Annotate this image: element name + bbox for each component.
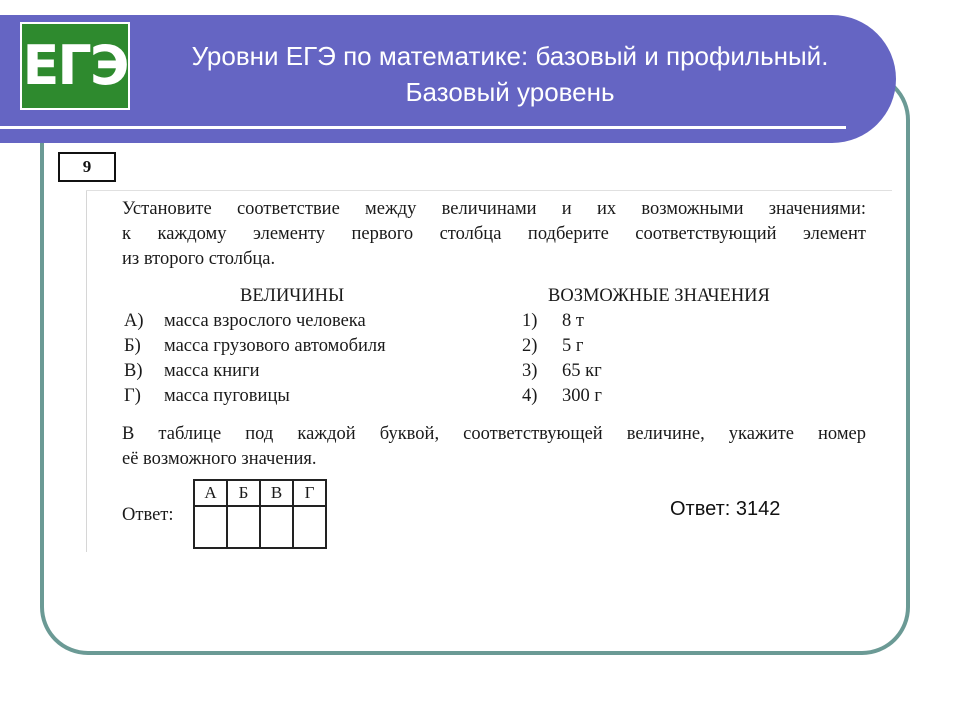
grid-answer-cell [260, 506, 293, 548]
logo-text: ЕГЭ [22, 34, 128, 97]
task-number: 9 [82, 157, 92, 176]
task-instruction [122, 422, 866, 472]
quantity-row [124, 334, 386, 359]
intro-line-2: к каждому элементу первого столбца подберите соответствующий элемент [122, 224, 866, 244]
header-divider [0, 126, 846, 129]
value-label: 2) [522, 336, 538, 356]
task-top-rule [86, 190, 892, 191]
quantity-text: масса грузового автомобиля [164, 336, 386, 356]
slide-title [145, 38, 875, 110]
task-number-box [58, 152, 116, 182]
answer-label: Ответ: [122, 505, 174, 525]
quantity-label: А) [124, 311, 144, 331]
value-text: 8 т [562, 311, 584, 331]
quantity-label: В) [124, 361, 143, 381]
grid-answer-cell [194, 506, 227, 548]
quantity-row [124, 359, 260, 384]
value-row [522, 359, 602, 384]
col-left-header: ВЕЛИЧИНЫ [240, 286, 345, 306]
value-text: 5 г [562, 336, 584, 356]
value-row [522, 309, 584, 334]
quantity-text: масса пуговицы [164, 386, 290, 406]
col-right-header: ВОЗМОЖНЫЕ ЗНАЧЕНИЯ [548, 286, 770, 306]
grid-answer-cell [227, 506, 260, 548]
task-left-rule [86, 190, 87, 552]
answer-grid [193, 479, 327, 549]
task-intro [122, 197, 866, 272]
intro-line-1: Установите соответствие между величинами и их возможными значениями: [122, 199, 866, 219]
value-text: 300 г [562, 386, 602, 406]
quantity-label: Г) [124, 386, 141, 406]
value-row [522, 334, 583, 359]
grid-header-cell: В [260, 480, 293, 506]
instruction-line-2: её возможного значения. [122, 449, 317, 469]
grid-answer-cell [293, 506, 326, 548]
value-label: 1) [522, 311, 538, 331]
ege-logo [20, 22, 130, 110]
grid-header-cell: А [194, 480, 227, 506]
quantity-row [124, 309, 366, 334]
quantity-text: масса книги [164, 361, 260, 381]
quantity-label: Б) [124, 336, 141, 356]
solution-answer: Ответ: 3142 [670, 498, 781, 520]
grid-header-cell: Г [293, 480, 326, 506]
title-line-2: Базовый уровень [405, 77, 615, 107]
instruction-line-1: В таблице под каждой буквой, соответствующей величине, укажите номер [122, 424, 866, 444]
value-label: 3) [522, 361, 538, 381]
title-line-1: Уровни ЕГЭ по математике: базовый и профильный. [191, 41, 829, 71]
value-row [522, 384, 602, 409]
value-label: 4) [522, 386, 538, 406]
quantity-row [124, 384, 290, 409]
quantity-text: масса взрослого человека [164, 311, 366, 331]
intro-line-3: из второго столбца. [122, 249, 276, 269]
value-text: 65 кг [562, 361, 602, 381]
grid-header-cell: Б [227, 480, 260, 506]
